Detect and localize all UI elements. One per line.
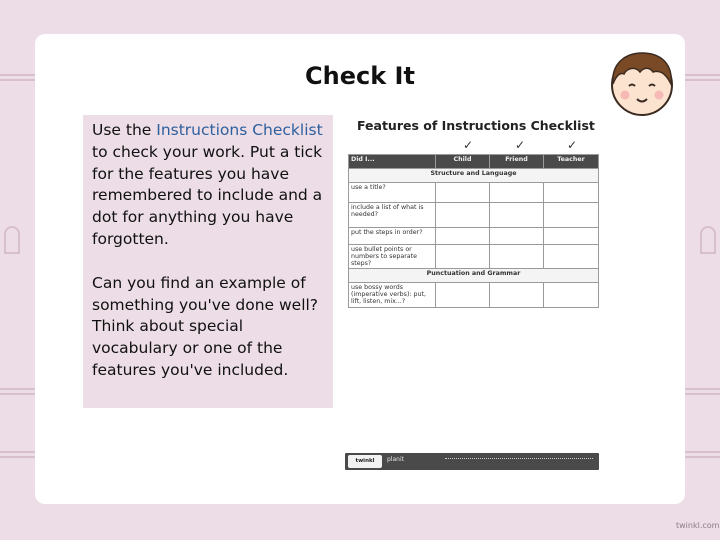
section-row	[349, 169, 599, 183]
tick-icon: ✓	[462, 138, 474, 152]
twinkl-logo-icon: twinkl	[348, 455, 382, 468]
tick-icon: ✓	[514, 138, 526, 152]
section-heading: Structure and Language	[349, 169, 599, 183]
column-header: Did I...	[349, 155, 436, 169]
checklist-highlight: Instructions Checklist	[156, 121, 323, 139]
check-cell	[436, 203, 490, 228]
column-header: Friend	[490, 155, 544, 169]
check-cell	[490, 245, 544, 269]
footer-label: planit	[387, 456, 404, 463]
table-row	[349, 228, 599, 245]
checklist-title: Features of Instructions Checklist	[357, 118, 595, 133]
table-header-row	[349, 155, 599, 169]
slide-card	[35, 34, 685, 504]
checklist-table	[348, 154, 599, 308]
slide-title: Check It	[305, 62, 415, 90]
row-label: use bullet points or numbers to separate steps?	[349, 245, 436, 269]
check-cell	[490, 283, 544, 308]
check-cell	[490, 203, 544, 228]
table-row	[349, 283, 599, 308]
check-cell	[436, 245, 490, 269]
tick-icon: ✓	[566, 138, 578, 152]
boy-face-icon	[607, 48, 677, 118]
text-segment: to check your work. Put a tick for the features you have remembered to include and a dot for anything you have forgotten.	[92, 142, 323, 248]
row-label: use a title?	[349, 183, 436, 203]
check-cell	[544, 283, 599, 308]
background-decoration	[4, 226, 20, 254]
table-row	[349, 203, 599, 228]
check-cell	[544, 228, 599, 245]
check-cell	[544, 183, 599, 203]
check-cell	[436, 183, 490, 203]
text-segment: Use the	[92, 121, 157, 139]
column-header: Teacher	[544, 155, 599, 169]
section-heading: Punctuation and Grammar	[349, 269, 599, 283]
check-cell	[544, 245, 599, 269]
check-cell	[490, 228, 544, 245]
column-header: Child	[436, 155, 490, 169]
row-label: put the steps in order?	[349, 228, 436, 245]
tick-row	[345, 138, 600, 152]
row-label: use bossy words (imperative verbs): put, lift, listen, mix...?	[349, 283, 436, 308]
background-decoration	[700, 226, 716, 254]
instructions-text-box	[83, 115, 333, 408]
row-label: include a list of what is needed?	[349, 203, 436, 228]
section-row	[349, 269, 599, 283]
example-paragraph: Can you find an example of something you've done well? Think about special vocabulary or one of the features you've included.	[92, 273, 319, 379]
footer-fine-print	[445, 458, 593, 462]
table-row	[349, 183, 599, 203]
thumbnail-footer	[345, 453, 599, 470]
instructions-paragraph	[92, 120, 325, 251]
checklist-thumbnail	[345, 114, 600, 336]
table-row	[349, 245, 599, 269]
check-cell	[436, 283, 490, 308]
brand-watermark: twinkl.com	[676, 521, 720, 530]
check-cell	[490, 183, 544, 203]
check-cell	[544, 203, 599, 228]
check-cell	[436, 228, 490, 245]
